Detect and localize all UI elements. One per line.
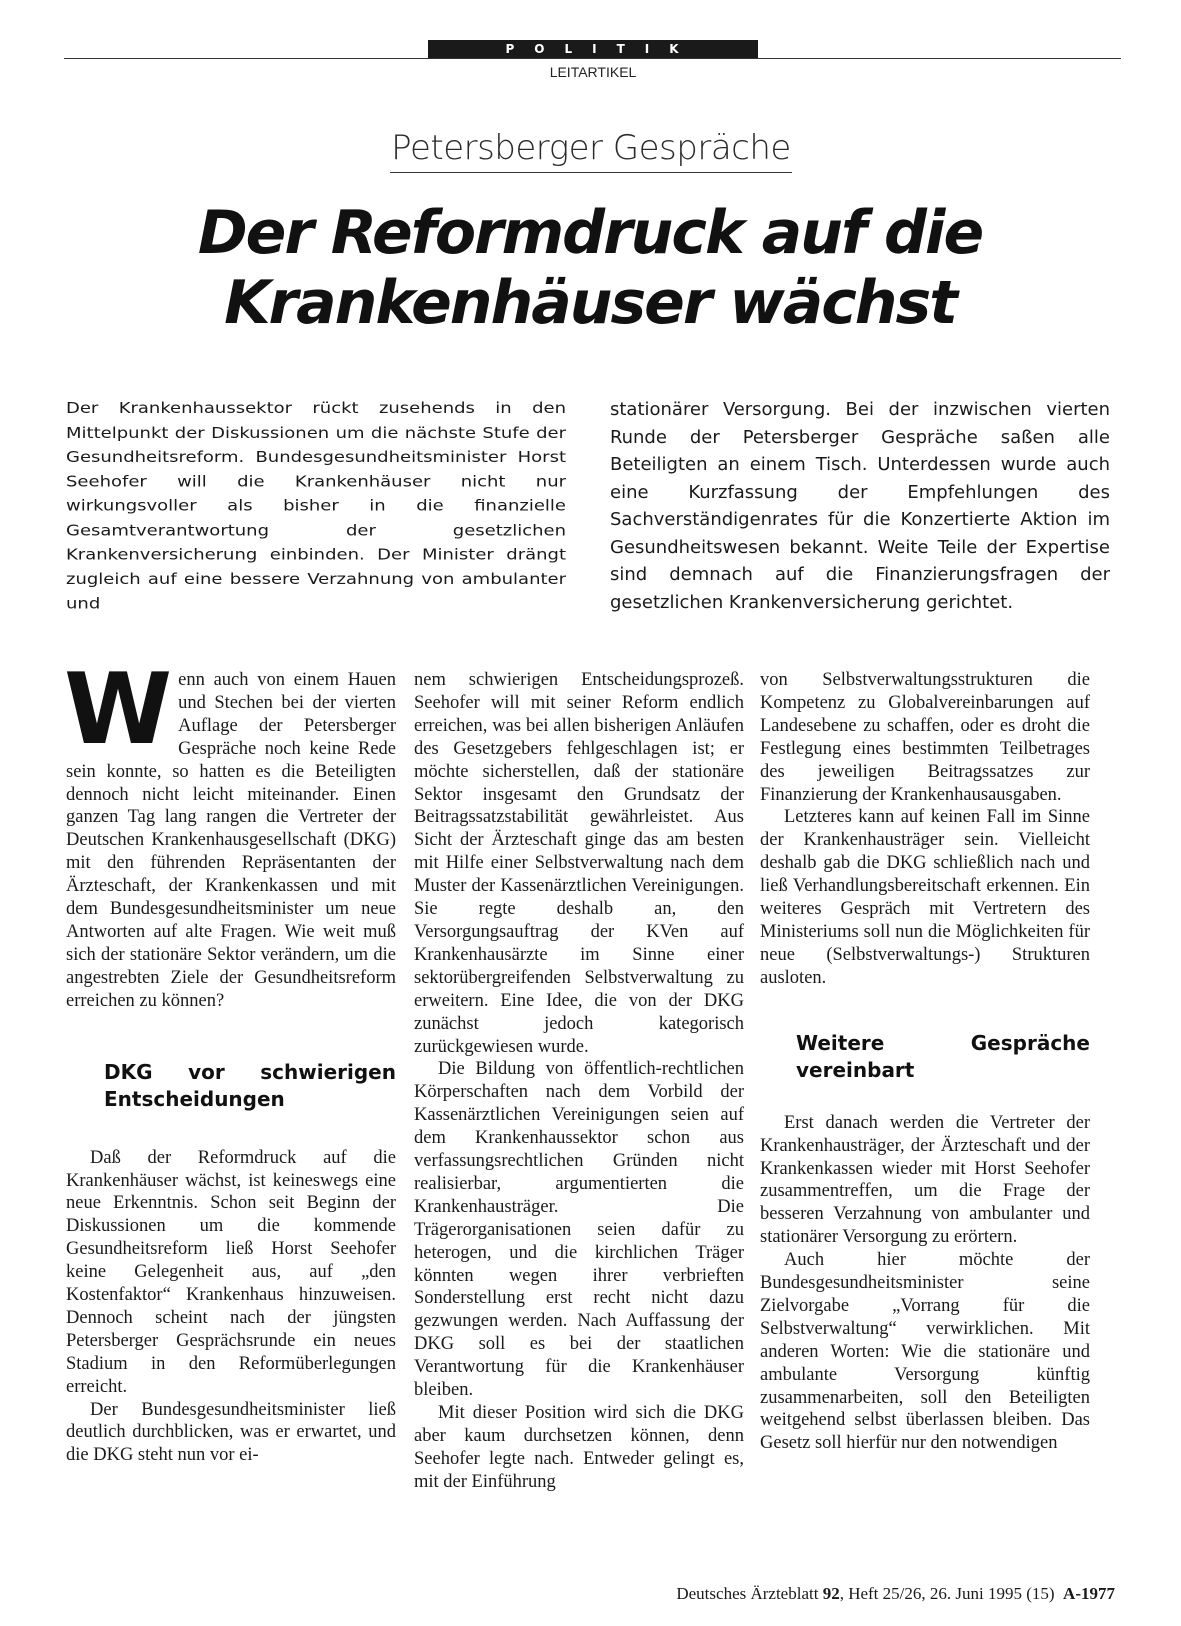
drop-cap: W [64, 653, 173, 767]
body-paragraph: Daß der Reformdruck auf die Krankenhäuser wächst, ist keineswegs eine neue Erkenntnis. Schon seit Beginn der Diskussionen um die kommende Gesundheitsreform ließ Horst Seehofer keine Gelegenheit aus, auf „den Kostenfaktor“ Krankenhaus hinzuweisen. Dennoch scheint nach der jüngsten Petersberger Gesprächsrunde ein neues Stadium in den Reformüberlegungen erreicht. [66, 1147, 396, 1397]
body-paragraph: Der Bundesgesundheitsminister ließ deutlich durchblicken, was er erwartet, und die DKG steht nun vor ei- [66, 1399, 396, 1466]
subsection-label: LEITARTIKEL [549, 64, 637, 80]
body-column-3 [760, 669, 1090, 1455]
body-paragraph: Erst danach werden die Vertreter der Krankenhausträger, der Ärzteschaft und der Krankenkassen wieder mit Horst Seehofer zusammentreffen, um die Frage der besseren Verzahnung von ambulanter und stationärer Versorgung zu erörtern. [760, 1112, 1090, 1248]
page-number: A-1977 [1063, 1584, 1115, 1603]
body-paragraph: Die Bildung von öffentlich-rechtlichen Körperschaften nach dem Vorbild der Kassenärztlichen Vereinigungen seien auf dem Krankenhaussektor schon aus verfassungsrechtlichen Gründen nicht realisierbar, argumentierten die Krankenhausträger. Die Trägerorganisationen seien dafür zu heterogen, und die kirchlichen Träger könnten wegen ihrer verbrieften Sonderstellung erst recht nicht dazu gezwungen werden. Nach Auffassung der DKG soll es bei der staatlichen Verantwortung für die Krankenhäuser bleiben. [414, 1059, 744, 1401]
body-paragraph: nem schwierigen Entscheidungsprozeß. Seehofer will mit seiner Reform endlich erreichen, was bei allen bisherigen Anläufen des Gesetzgebers fehlgeschlagen ist; er möchte sicherstellen, daß der stationäre Sektor insgesamt den Grundsatz der Beitragssatzstabilität gewährleistet. Aus Sicht der Ärzteschaft ginge das am besten mit Hilfe einer Selbstverwaltung nach dem Muster der Kassenärztlichen Vereinigungen. Sie regte deshalb an, den Versorgungsauftrag der KVen auf Krankenhausärzte im Sinne einer sektorübergreifenden Selbstverwaltung zu erweitern. Eine Idee, die von der DKG zunächst jedoch kategorisch zurückgewiesen wurde. [414, 670, 744, 1057]
lead-paragraph-left: Der Krankenhaussektor rückt zusehends in den Mittelpunkt der Diskussionen um die nächste Stufe der Gesundheitsreform. Bundesgesundheitsminister Horst Seehofer will die Krankenhäuser nicht nur wirkungsvoller als bisher in die finanzielle Gesamtverantwortung der gesetzlichen Krankenversicherung einbinden. Der Minister drängt zugleich auf eine bessere Verzahnung von ambulanter und [66, 398, 566, 613]
page-footer [676, 1584, 1115, 1604]
lead-paragraph-right: stationärer Versorgung. Bei der inzwischen vierten Runde der Petersberger Gespräche saßen alle Beteiligten an einem Tisch. Unterdessen wurde auch eine Kurzfassung der Empfehlungen des Sachverständigenrates für die Konzertierte Aktion im Gesundheitswesen bekannt. Weite Teile der Expertise sind demnach auf die Finanzierungsfragen der gesetzlichen Krankenversicherung gerichtet. [610, 398, 1110, 613]
issue-info: , Heft 25/26, 26. Juni 1995 (15) [839, 1584, 1055, 1603]
journal-name: Deutsches Ärzteblatt [676, 1584, 819, 1603]
header-rule [64, 58, 1121, 59]
body-column-1 [64, 653, 396, 1467]
body-paragraph [64, 653, 396, 1013]
body-paragraph: Mit dieser Position wird sich die DKG aber kaum durchsetzen können, denn Seehofer legte nach. Entweder gelingt es, mit der Einführung [414, 1403, 744, 1492]
section-label: POLITIK [428, 40, 758, 58]
body-paragraph: Auch hier möchte der Bundesgesundheitsminister seine Zielvorgabe „Vorrang für die Selbstverwaltung“ verwirklichen. Mit anderen Worten: Wie die stationäre und ambulante Versorgung künftig zusammenarbeiten, soll den Beteiligten weitgehend selbst überlassen bleiben. Das Gesetz soll hierfür nur den notwendigen [760, 1250, 1090, 1454]
body-paragraph-text: enn auch von einem Hauen und Stechen bei der vierten Auflage der Petersberger Gespräche noch keine Rede sein konnte, so hatten es die Beteiligten dennoch nicht leicht miteinander. Einen ganzen Tag lang rangen die Vertreter der Deutschen Krankenhausgesellschaft (DKG) mit den führenden Repräsentanten der Ärzteschaft, der Krankenkassen und mit dem Bundesgesundheitsminister um neue Antworten auf alte Fragen. Wie weit muß sich der stationäre Sektor verändern, um die angestrebten Ziele der Gesundheitsreform erreichen zu können? [66, 670, 396, 1011]
subheading: DKG vor schwierigen Entscheidungen [104, 1059, 396, 1111]
subheading: Weitere Gespräche vereinbart [796, 1030, 1090, 1082]
journal-volume: 92 [822, 1584, 840, 1603]
body-paragraph: von Selbstverwaltungsstrukturen die Kompetenz zu Globalvereinbarungen auf Landesebene zu schaffen, oder es droht die Festlegung eines bestimmten Teilbetrages des jeweiligen Beitragssatzes zur Finanzierung der Krankenhausausgaben. [760, 670, 1090, 805]
body-column-2 [414, 669, 744, 1494]
headline-line-1: Der Reformdruck auf die [197, 198, 983, 268]
headline-line-2: Krankenhäuser wächst [224, 268, 956, 338]
article-kicker: Petersberger Gespräche [390, 128, 792, 173]
article-headline [120, 198, 1060, 338]
body-paragraph: Letzteres kann auf keinen Fall im Sinne der Krankenhausträger sein. Vielleicht deshalb gab die DKG schließlich nach und ließ Verhandlungsbereitschaft erkennen. Ein weiteres Gespräch mit Vertretern des Ministeriums soll nun die Möglichkeiten für neue (Selbstverwaltungs-) Strukturen ausloten. [760, 807, 1090, 988]
